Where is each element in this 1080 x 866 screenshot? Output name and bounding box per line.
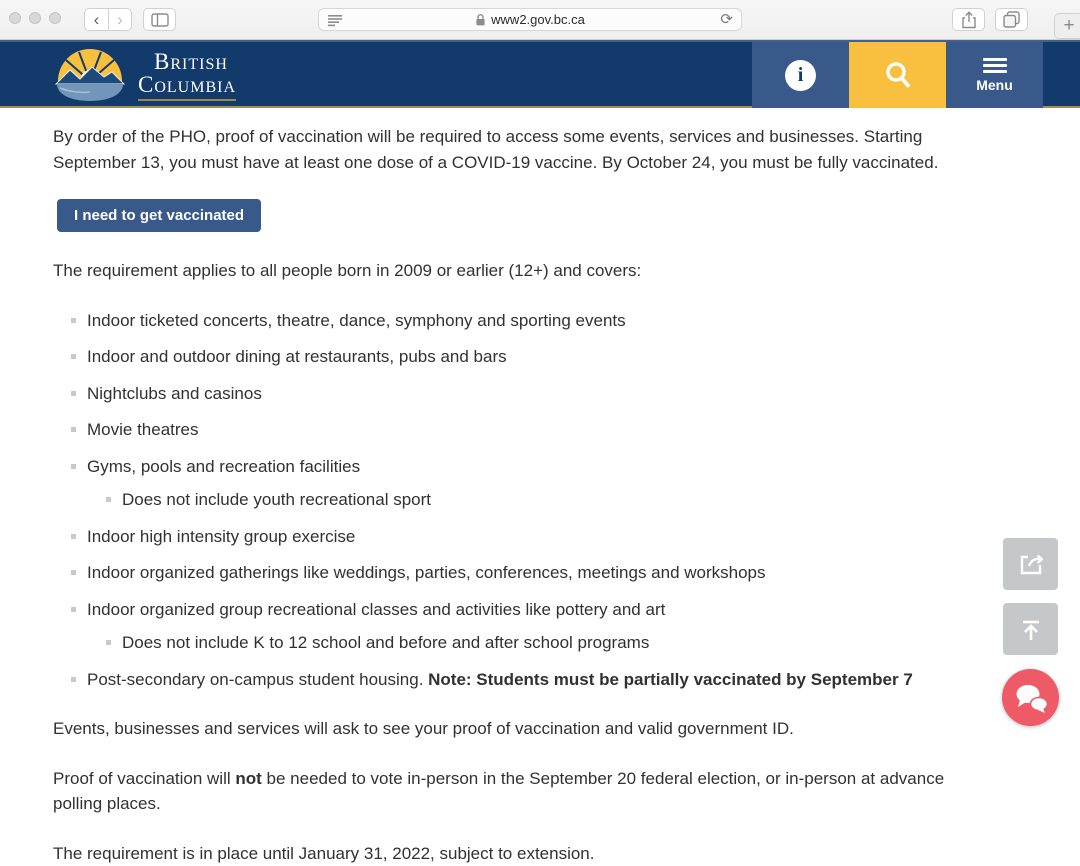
minimize-window-button[interactable] — [29, 12, 41, 24]
zoom-window-button[interactable] — [49, 12, 61, 24]
browser-toolbar — [0, 0, 1080, 40]
tab-overview-button[interactable] — [995, 8, 1028, 31]
reload-button[interactable]: ⟳ — [720, 10, 733, 28]
duration-paragraph: The requirement is in place until January 31, 2022, subject to extension. — [53, 841, 978, 866]
history-nav-group — [84, 8, 132, 31]
forward-button[interactable]: › — [108, 9, 131, 30]
list-item: Post-secondary on-campus student housing. Note: Students must be partially vaccinated by September 7 — [71, 667, 978, 693]
bc-sunburst-icon — [52, 48, 128, 102]
back-button[interactable]: ‹ — [85, 9, 108, 30]
list-item: Indoor organized gatherings like weddings, parties, conferences, meetings and workshops — [71, 560, 978, 586]
hamburger-icon — [983, 58, 1007, 73]
new-tab-button[interactable]: + — [1054, 13, 1080, 39]
site-header — [0, 40, 1080, 108]
id-note-paragraph: Events, businesses and services will ask to see your proof of vaccination and valid government ID. — [53, 716, 978, 742]
brand-line1: British — [138, 50, 236, 73]
list-item: Nightclubs and casinos — [71, 381, 978, 407]
list-item: Indoor ticketed concerts, theatre, dance, symphony and sporting events — [71, 308, 978, 334]
list-item: Indoor and outdoor dining at restaurants, pubs and bars — [71, 344, 978, 370]
info-button[interactable] — [752, 42, 849, 108]
chat-bubbles-icon — [1013, 681, 1049, 715]
url-text: www2.gov.bc.ca — [491, 12, 585, 27]
requirements-list — [71, 308, 978, 693]
back-to-top-button[interactable] — [1003, 603, 1058, 655]
list-item: Indoor organized group recreational classes and activities like pottery and art Does not include K to 12 school and before and after school programs — [71, 597, 978, 656]
menu-label: Menu — [976, 77, 1013, 93]
sub-list-item: Does not include youth recreational sport — [106, 487, 978, 513]
brand-line2: Columbia — [138, 73, 236, 101]
export-icon — [1016, 549, 1046, 579]
lock-icon — [475, 13, 486, 27]
brand-wordmark — [138, 50, 236, 101]
list-item: Movie theatres — [71, 417, 978, 443]
menu-button[interactable] — [946, 42, 1043, 108]
search-icon — [883, 60, 913, 90]
bc-gov-logo[interactable] — [52, 48, 236, 102]
info-icon: i — [785, 60, 816, 91]
get-vaccinated-button[interactable]: I need to get vaccinated — [57, 199, 261, 232]
address-bar[interactable] — [318, 8, 742, 31]
list-item: Indoor high intensity group exercise — [71, 524, 978, 550]
voting-paragraph: Proof of vaccination will not be needed to vote in-person in the September 20 federal election, or in-person at advance polling places. — [53, 766, 978, 817]
sub-list-item: Does not include K to 12 school and before and after school programs — [106, 630, 978, 656]
list-item: Gyms, pools and recreation facilities Does not include youth recreational sport — [71, 454, 978, 513]
intro-paragraph: By order of the PHO, proof of vaccination will be required to access some events, services and businesses. Starting September 13, you must have at least one dose of a COVID-19 vaccine. By October 24, you must be fully vaccinated. — [53, 124, 978, 175]
close-window-button[interactable] — [9, 12, 21, 24]
arrow-to-top-icon — [1016, 614, 1046, 644]
applies-paragraph: The requirement applies to all people born in 2009 or earlier (12+) and covers: — [53, 258, 978, 284]
search-button[interactable] — [849, 42, 946, 108]
tab-overview-icon — [1003, 11, 1020, 28]
share-icon — [961, 11, 977, 29]
window-controls — [9, 12, 61, 24]
share-button[interactable] — [952, 8, 985, 31]
page-content — [0, 110, 1080, 747]
chat-button[interactable] — [1002, 669, 1059, 726]
page-share-button[interactable] — [1003, 538, 1058, 590]
sidebar-icon — [151, 13, 169, 27]
sidebar-button[interactable] — [143, 8, 176, 31]
